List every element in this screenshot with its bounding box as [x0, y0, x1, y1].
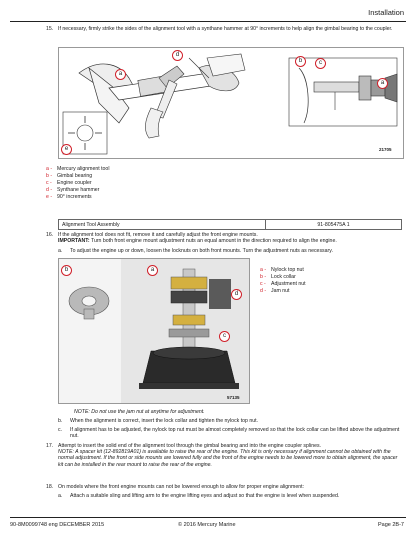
step-number: 18. [46, 484, 54, 490]
step-number: 16. [46, 232, 54, 238]
legend-item: c - Engine coupler [46, 179, 92, 186]
figure-alignment-tool-drawing [59, 48, 403, 158]
figure1-callout-a: a [115, 69, 126, 80]
header-title: Installation [368, 8, 404, 17]
figure1-callout-a2: a [377, 78, 388, 89]
note-spacer-kit: NOTE: A spacer kit (12-892819A01) is available to raise the rear of the engine. This kit is only necessary if alignment cannot be obtained with the normal adjustment. If the front or side mounts are lowered fully and the front of the engine needs to be lowered more to obtain alignment, the spacer kit can be installed in the rear mount to raise the rear of the engine. [58, 449, 398, 468]
step-15 [46, 26, 404, 32]
legend-item: d - Synthane hammer [46, 186, 100, 193]
step-text: Attempt to insert the solid end of the alignment tool through the gimbal bearing and into the engine coupler splines. [58, 443, 322, 449]
step-18 [46, 484, 404, 490]
legend-item: a - Mercury alignment tool [46, 166, 110, 172]
figure2-callout-a: a [147, 265, 158, 276]
header-rule [10, 21, 406, 22]
figure2-callout-d: d [231, 289, 242, 300]
tool-part-number: 91-805475A 1 [266, 220, 402, 230]
legend-item: d - Jam nut [260, 287, 290, 294]
figure1-id: 21705 [379, 147, 392, 152]
step-16a [58, 248, 404, 254]
footer-doc-id: 90-8M0099748 eng DECEMBER 2015 [10, 522, 105, 528]
legend-item: b - Gimbal bearing [46, 172, 93, 179]
step-16c [58, 427, 404, 439]
step-text: If alignment has to be adjusted, the nylock top nut must be almost completely removed so that the lock collar can be lifted above the adjustment nut. [70, 427, 400, 440]
step-number: a. [58, 248, 63, 254]
figure2-id: 57135 [227, 395, 240, 400]
step-text: If necessary, firmly strike the sides of the alignment tool with a synthane hammer at 90° increments to help align the gimbal bearing to the coupler. [58, 26, 393, 32]
step-number: 15. [46, 26, 54, 32]
step-text: On models where the front engine mounts can not be lowered enough to allow for proper engine alignment: [58, 484, 304, 490]
step-text: When the alignment is correct, insert the lock collar and tighten the nylock top nut. [70, 418, 259, 424]
figure1-callout-e: e [61, 144, 72, 155]
legend-item: c - Adjustment nut [260, 280, 306, 287]
step-17 [46, 443, 404, 468]
tool-name: Alignment Tool Assembly [59, 220, 266, 230]
step-18a [58, 493, 404, 499]
table-row [59, 220, 402, 230]
step-number: a. [58, 493, 63, 499]
figure2-callout-c: c [219, 331, 230, 342]
figure-engine-mount [58, 258, 250, 404]
figure1-callout-c: c [315, 58, 326, 69]
note-jam-nut: NOTE: Do not use the jam nut at anytime for adjustment. [74, 409, 205, 415]
step-text: If the alignment tool does not fit, remove it and carefully adjust the front engine mounts. [58, 232, 258, 238]
step-16b [58, 418, 404, 424]
figure2-callout-b: b [61, 265, 72, 276]
figure1-callout-d: d [172, 50, 183, 61]
important-note: IMPORTANT: Turn both front engine mount adjustment nuts an equal amount in the direction required to align the engine. [58, 238, 337, 245]
legend-figure1 [46, 166, 109, 201]
footer-page-number: Page 2B-7 [378, 522, 404, 528]
figure1-callout-b: b [295, 56, 306, 67]
footer-copyright: © 2016 Mercury Marine [178, 522, 236, 528]
step-number: c. [58, 427, 63, 433]
figure-alignment-tool [58, 47, 404, 159]
step-number: 17. [46, 443, 54, 449]
legend-figure2 [260, 267, 306, 295]
step-number: b. [58, 418, 63, 424]
legend-item: e - 90° increments [46, 193, 92, 200]
reference-table [58, 219, 402, 230]
step-text: To adjust the engine up or down, loosen the locknuts on both front mounts. Turn the adjustment nuts as necessary. [70, 248, 333, 254]
step-text: Attach a suitable sling and lifting arm to the engine lifting eyes and adjust so that the engine is level when suspended. [70, 493, 340, 499]
footer-rule [10, 517, 406, 518]
legend-item: a - Nylock top nut [260, 267, 304, 273]
legend-item: b - Lock collar [260, 273, 296, 280]
step-16 [46, 232, 404, 244]
